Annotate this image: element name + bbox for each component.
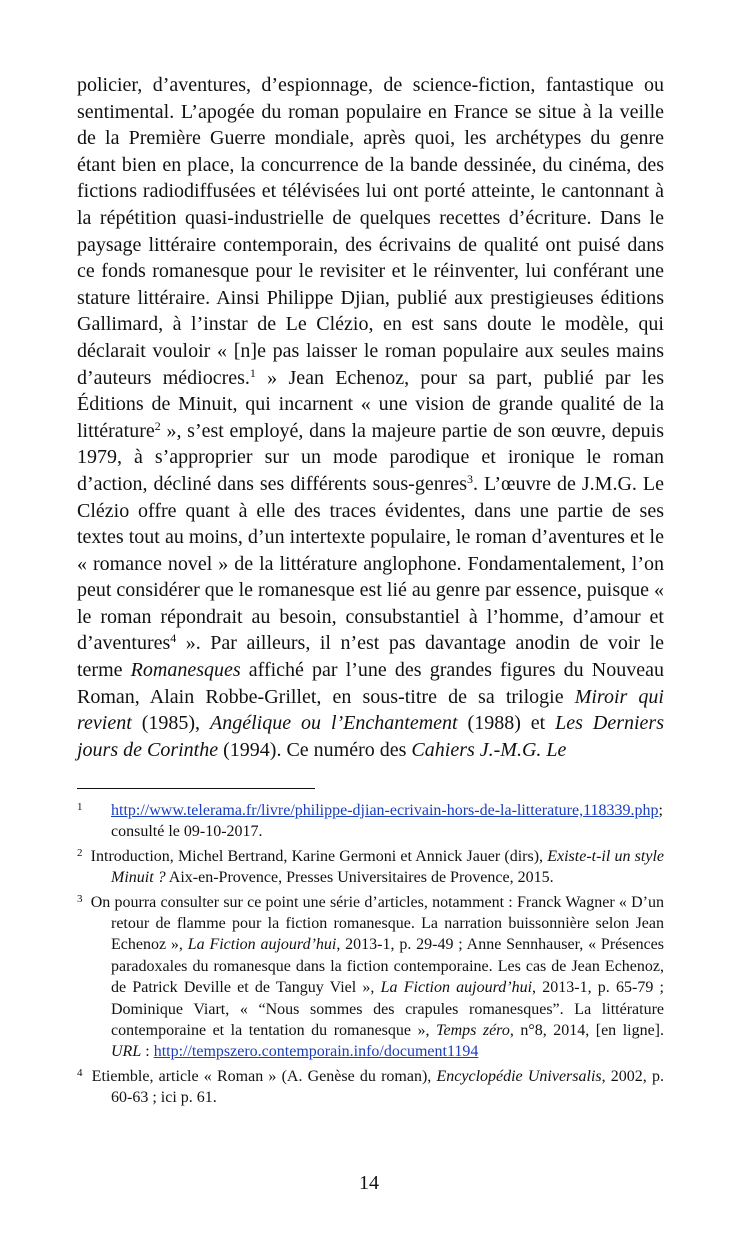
tempszero-link[interactable]: http://tempszero.contemporain.info/document1194 — [153, 1043, 479, 1061]
footnotes — [77, 800, 664, 1112]
footnote-1: 1 http://www.telerama.fr/livre/philippe-djian-ecrivain-hors-de-la-litterature,118339.php; consulté le 09-10-2017. — [77, 801, 663, 841]
footnote-ref-2[interactable]: 2 — [154, 418, 161, 433]
title-miroir: Miroir qui revient — [77, 685, 664, 735]
title-romanesques: Romanesques — [130, 659, 241, 682]
title-angelique: Angélique ou l’Enchantement — [210, 712, 458, 735]
footnote-separator — [77, 788, 315, 789]
title-cahiers: Cahiers J.-M.G. Le — [411, 738, 567, 761]
telerama-link[interactable]: http://www.telerama.fr/livre/philippe-djian-ecrivain-hors-de-la-litterature,118339.php — [111, 802, 659, 819]
footnote-ref-1[interactable]: 1 — [249, 365, 256, 380]
footnote-3: 3 On pourra consulter sur ce point une série d’articles, notamment : Franck Wagner « D’un retour de flamme pour la fiction romanesque. La narration buissonnière selon Jean Echenoz », La Fiction aujourd’hui, 2013-1, p. 29-49 ; Anne Sennhauser, « Présences paradoxales du romanesque dans la fiction contemporaine. Les cas de Jean Echenoz, de Patrick Deville et de Tanguy Viel », La Fiction aujourd’hui, 2013-1, p. 65-79 ; Dominique Viart, « “Nous sommes des crapules romanesques”. La littérature contemporaine et la tentation du romanesque », Temps zéro, n°8, 2014, [en ligne]. URL : http://tempszero.contemporain.info/document1194 — [77, 892, 665, 1061]
paragraph-text: policier, d’aventures, d’espionnage, de science-fiction, fantastique ou sentimental. L’apogée du roman populaire en France se situe à la veille de la Première Guerre mondiale, après quoi, les archétypes du genre étant bien en place, la concurrence de la bande dessinée, du cinéma, des fictions radiodiffusées et télévisées lui ont porté atteinte, le cantonnant à la répétition quasi-industrielle de quelques recettes d’écriture. Dans le paysage littéraire contemporain, des écrivains de qualité ont puisé dans ce fonds romanesque pour le revisiter et le réinventer, lui conférant une stature littéraire. Ainsi Philippe Djian, publié aux prestigieuses éditions Gallimard, à l’instar de Le Clézio, en est sans doute le modèle, qui déclarait vouloir « [n]e pas laisser le roman populaire aux seules mains d’auteurs médiocres.$^1$ » Jean Echenoz, pour sa part, publié par les Éditions de Minuit, qui incarnent « une vision de grande qualité de la littérature$^2$ », s’est employé, dans la majeure partie de son œuvre, depuis 1979, à s’approprier sur un mode parodique et ironique le roman d’action, décliné dans ses différents sous-genres$^3$. L’œuvre de J.M.G. Le Clézio offre quant à elle des traces évidentes, dans une partie de ses textes tout au moins, d’un intertexte populaire, le roman d’aventures et le « romance novel » de la littérature anglophone. Fondamentalement, l’on peut considérer que le romanesque est lié au genre par essence, puisque « le roman répondrait au besoin, consubstantiel à l’homme, d’amour et d’aventures$^4$ ». Par ailleurs, il n’est pas davantage anodin de voir le terme Romanesques affiché par l’une des grandes figures du Nouveau Roman, Alain Robbe-Grillet, en sous-titre de sa trilogie Miroir qui revient (1985), Angélique ou l’Enchantement (1988) et Les Derniers jours de Corinthe (1994). Ce numéro des Cahiers J.-M.G. Le — [77, 74, 664, 761]
title-corinthe: Les Derniers jours de Corinthe — [77, 712, 664, 761]
footnote-ref-4[interactable]: 4 — [170, 631, 177, 646]
main-paragraph — [77, 72, 664, 763]
footnote-2: 2 Introduction, Michel Bertrand, Karine Germoni et Annick Jauer (dirs), Existe-t-il un style Minuit ? Aix-en-Provence, Presses Universitaires de Provence, 2015. — [77, 846, 664, 887]
page-number: 14 — [359, 1172, 379, 1194]
footnote-4: 4 Etiemble, article « Roman » (A. Genèse du roman), Encyclopédie Universalis, 2002, p. 60-63 ; ici p. 61. — [77, 1066, 664, 1107]
footnote-ref-3[interactable]: 3 — [467, 471, 474, 486]
